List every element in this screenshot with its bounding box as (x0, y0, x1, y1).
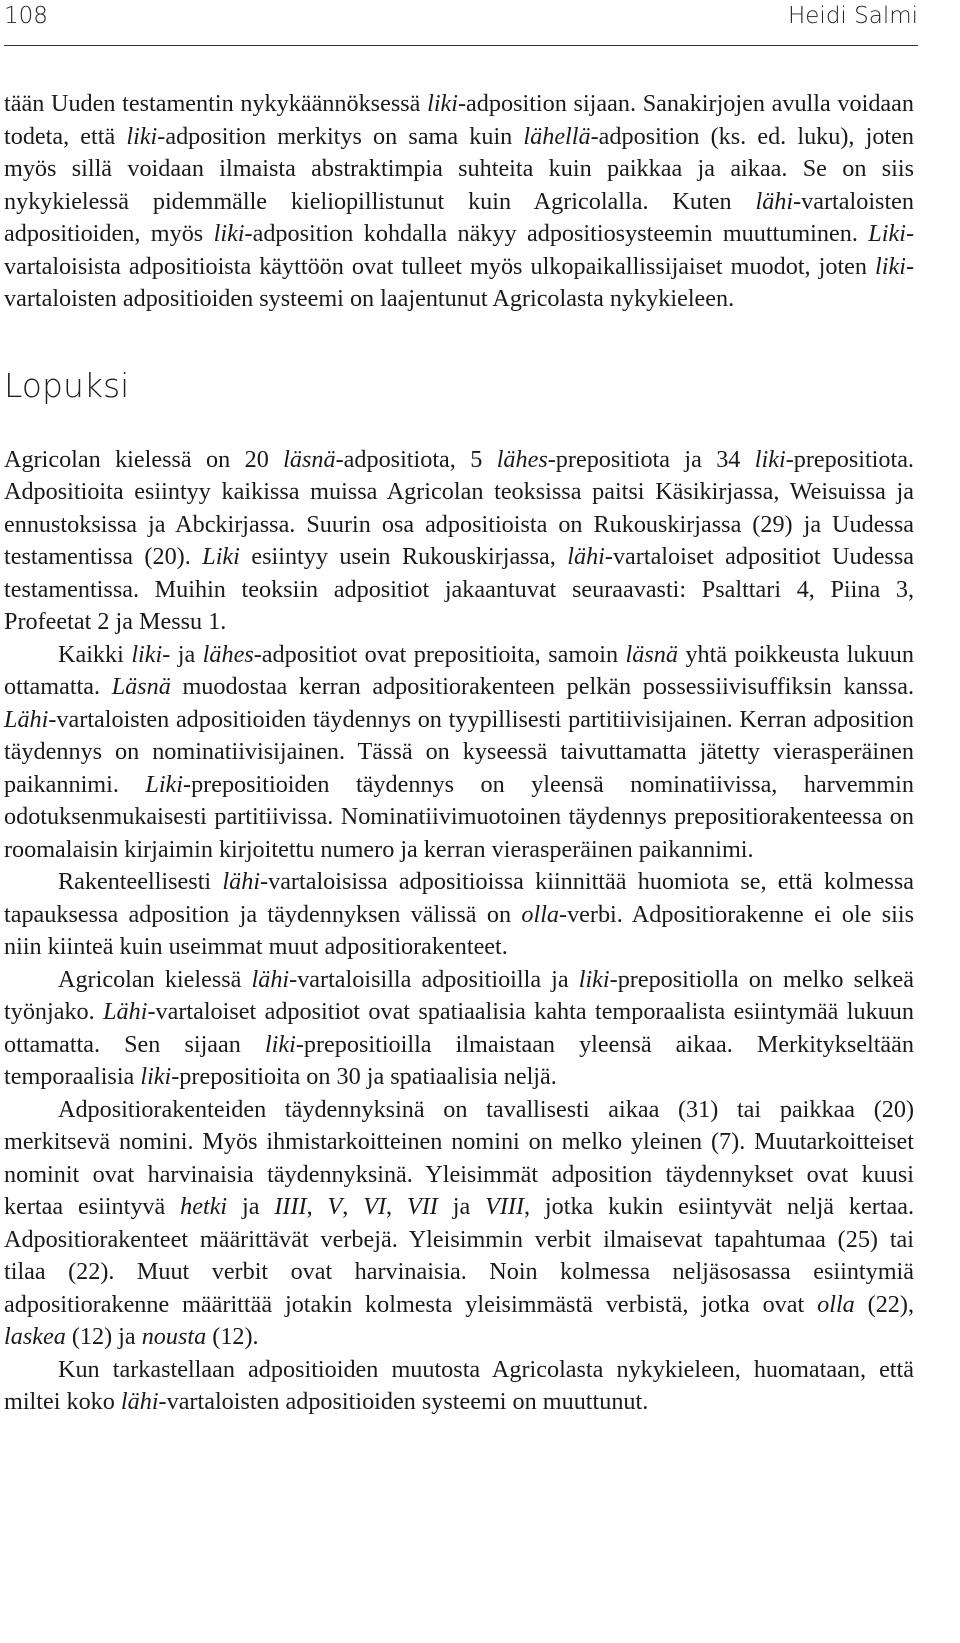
italic-term: lähes (202, 640, 254, 668)
text-run: -prepositiolla on melko selkeä työnjako. (4, 965, 915, 1025)
text-run: -adpositiot ovat prepositioita, samoin (253, 640, 626, 668)
italic-term: liki (131, 640, 163, 668)
header-rule (4, 45, 918, 46)
italic-term: Lähi (4, 705, 49, 733)
italic-term: lähi (567, 543, 605, 570)
text-run: -adposition (ks. ed. luku), joten myös sillä voidaan ilmaista abstraktimpia suhteita kuin paikkaa ja aikaa. Se on siis nykykielessä pidemmälle kieliopillistunut kuin Agricolalla. Kuten (4, 122, 914, 215)
italic-term: V (327, 1193, 343, 1220)
text-run: Adpositiorakenteiden täydennyksinä on tavallisesti aikaa (31) tai paikkaa (20) merkitsevä nomini. Myös ihmistarkoitteinen nomini on melko yleinen (7). Muutarkoitteiset nominit ovat harvinaisia täydennyksinä. Yleisimmät adposition täydennykset ovat kuusi kertaa esiintyvä (4, 1095, 914, 1220)
running-header (4, 0, 918, 40)
text-run: -adposition merkitys on sama kuin (157, 122, 524, 150)
italic-term: lähes (496, 445, 548, 473)
italic-term: lähellä (523, 122, 591, 150)
text-run: -verbi. Adpositiorakenne ei ole siis niin kiinteä kuin useimmat muut adpositiorakenteet. (4, 900, 914, 960)
body-paragraph (4, 1094, 914, 1354)
text-run: Agricolan kielessä on 20 (4, 445, 284, 473)
text-run: -vartaloisilla adpositioilla ja (289, 965, 579, 993)
italic-term: olla (521, 900, 560, 928)
text-run: Rakenteellisesti (58, 868, 223, 895)
italic-term: Liki (145, 770, 184, 798)
page-number: 108 (4, 3, 48, 29)
italic-term: lähi (755, 187, 794, 215)
text-run: ja (227, 1193, 275, 1220)
italic-term: Lähi (103, 998, 148, 1025)
italic-term: liki (427, 90, 458, 117)
text-run: yhtä poikkeusta lukuun ottamatta. (4, 640, 914, 700)
text-run: , (386, 1193, 407, 1220)
text-run: Kun tarkastellaan adpositioiden muutosta Agricolasta nykykieleen, huomataan, että miltei koko (4, 1355, 914, 1415)
italic-term: lähi (120, 1388, 159, 1415)
text-run: -prepositiota. Adpositioita esiintyy kaikissa muissa Agricolan teoksissa paitsi Käsikirjassa, Weisuissa ja ennustoksissa ja Abckirjassa. Suurin osa adpositioista on Rukouskirjassa (29) ja Uudessa testamentissa (20). (4, 445, 914, 570)
italic-term: liki (126, 122, 158, 150)
text-run: -vartaloisten adpositioiden systeemi on laajentunut Agricolasta nykykieleen. (4, 252, 914, 312)
body-text (4, 88, 914, 1419)
italic-term: VIII (485, 1193, 525, 1220)
body-paragraph (4, 1354, 914, 1419)
italic-term: lähi (222, 868, 261, 895)
text-run: , (342, 1193, 364, 1220)
body-paragraph (4, 444, 914, 639)
italic-term: läsnä (283, 445, 336, 473)
italic-term: liki (578, 965, 610, 993)
text-run: -vartaloisista adpositioista käyttöön ovat tulleet myös ulkopaikallissijaiset muodot, joten (4, 220, 914, 280)
text-run: , jotka kukin esiintyvät neljä kertaa. Adpositiorakenteet määrittävät verbejä. Yleisimmin verbit ilmaisevat tapahtumaa (25) tai tilaa (22). Muut verbit ovat harvinaisia. Noin kolmessa neljäsosassa esiintymiä adpositiorakenne määrittää jotakin kolmesta yleisimmästä verbistä, jotka ovat (4, 1193, 915, 1318)
text-run: (12). (206, 1323, 259, 1350)
running-head-author: Heidi Salmi (787, 3, 918, 29)
text-run: -prepositioilla ilmaistaan yleensä aikaa. Merkitykseltään temporaalisia (4, 1030, 914, 1090)
text-run: - ja (162, 640, 203, 668)
italic-term: läsnä (625, 640, 678, 668)
text-run: -vartaloisten adpositioiden systeemi on muuttunut. (158, 1388, 649, 1415)
text-run: -prepositioiden täydennys on yleensä nominatiivissa, harvemmin odotuksenmukaisesti partitiivissa. Nominatiivimuotoinen täydennys prepositiorakenteessa on roomalaisin kirjaimin kirjoitettu numero ja kerran vierasperäinen paikannimi. (4, 770, 915, 863)
body-paragraph (4, 964, 914, 1094)
section-paragraphs (4, 444, 914, 1419)
text-run: -prepositiota ja 34 (547, 445, 755, 473)
text-run: -vartaloiset adpositiot ovat spatiaalisia kahta temporaalista esiintymää lukuun ottamatta. Sen sijaan (4, 998, 914, 1058)
text-run: esiintyy usein Rukouskirjassa, (239, 543, 568, 570)
body-paragraph (4, 866, 914, 964)
italic-term: VII (406, 1193, 438, 1220)
italic-term: olla (817, 1290, 855, 1318)
text-run: , (306, 1193, 328, 1220)
italic-term: lähi (251, 965, 290, 993)
italic-term: liki (213, 220, 245, 247)
italic-term: laskea (4, 1323, 66, 1350)
text-run: Kaikki (58, 640, 132, 668)
text-run: -adposition sijaan. Sanakirjojen avulla voidaan todeta, että (4, 90, 914, 150)
text-run: -vartaloisten adpositioiden täydennys on tyypillisesti partitiivisijainen. Kerran adposition täydennys on nominatiivisijainen. Tässä on kyseessä taivuttamatta jätetty vierasperäinen paikannimi. (4, 705, 914, 798)
italic-term: liki (140, 1063, 172, 1090)
italic-term: liki (754, 445, 786, 473)
italic-term: VI (363, 1193, 387, 1220)
italic-term: Liki (868, 220, 906, 247)
text-run: ja (437, 1193, 486, 1220)
italic-term: nousta (141, 1323, 207, 1350)
intro-paragraph (4, 88, 914, 316)
section-heading: Lopuksi (4, 365, 130, 405)
text-run: Agricolan kielessä (58, 965, 252, 993)
italic-term: Läsnä (111, 673, 171, 700)
text-run: (22), (854, 1290, 915, 1318)
text-run: -adpositiota, 5 (335, 445, 497, 473)
italic-term: Liki (202, 543, 240, 570)
text-run: -vartaloiset adpositiot Uudessa testamentissa. Muihin teoksiin adpositiot jakaantuvat seuraavasti: Psalttari 4, Piina 3, Profeetat 2 ja Messu 1. (4, 543, 914, 635)
italic-term: hetki (180, 1193, 228, 1220)
text-run: tään Uuden testamentin nykykäännöksessä (4, 90, 428, 117)
text-run: (12) ja (65, 1323, 142, 1350)
text-run: -vartaloisten adpositioiden, myös (4, 187, 914, 247)
text-run: muodostaa kerran adpositiorakenteen pelkän possessiivisuffiksin kanssa. (170, 673, 914, 700)
italic-term: liki (264, 1030, 296, 1058)
italic-term: IIII (274, 1193, 307, 1220)
text-run: -vartaloisissa adpositioissa kiinnittää huomiota se, että kolmessa tapauksessa adposition ja täydennyksen välissä on (4, 868, 914, 928)
text-run: -adposition kohdalla näkyy adpositiosysteemin muuttuminen. (244, 220, 869, 247)
body-paragraph (4, 639, 914, 867)
italic-term: liki (875, 252, 906, 280)
text-run: -prepositioita on 30 ja spatiaalisia neljä. (171, 1063, 557, 1090)
